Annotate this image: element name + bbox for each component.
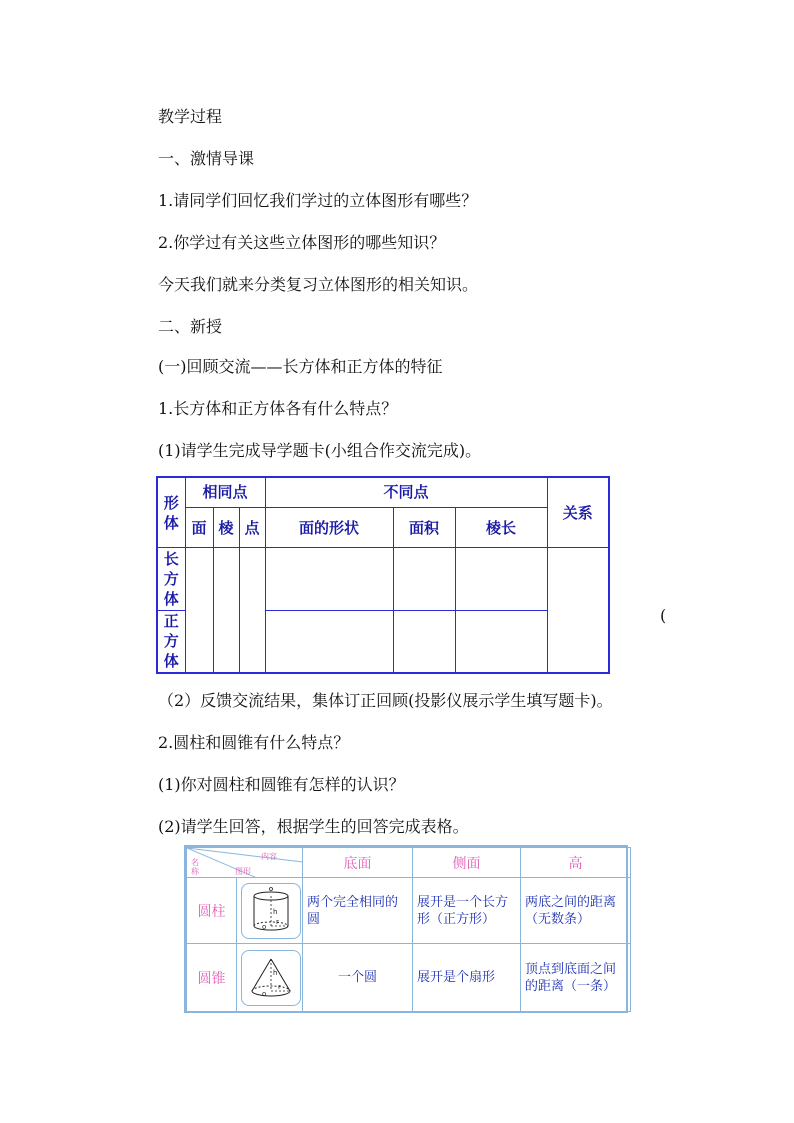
cylinder-o-label: o [262,922,267,931]
line-task1: (1)请学生完成导学题卡(小组合作交流完成)。 [158,441,482,460]
row-cone-name: 圆锥 [187,944,237,1012]
row-cube: 正方体 [157,610,185,673]
cell-vertex[interactable] [239,548,265,673]
cylinder-figure [241,883,301,939]
col-face: 面 [185,507,213,547]
header-side: 侧面 [413,848,521,878]
line-q2: 2.你学过有关这些立体图形的哪些知识？ [158,233,446,252]
corner-label-name: 名称 [191,858,199,876]
cone-base: 一个圆 [303,944,413,1012]
line-q1: 1.请同学们回忆我们学过的立体图形有哪些？ [158,191,478,210]
col-edge: 棱 [213,507,239,547]
cell-relation[interactable] [547,548,609,673]
same-header: 相同点 [185,477,265,507]
relation-header: 关系 [547,477,609,548]
col-edge-length: 棱长 [455,507,547,547]
line-intro: 今天我们就来分类复习立体图形的相关知识。 [158,275,479,294]
line-task3: (1)你对圆柱和圆锥有怎样的认识？ [158,775,405,794]
cylinder-icon [242,884,300,938]
cell-face[interactable] [185,548,213,673]
line-section-1: 一、激情导课 [158,149,255,168]
cone-figure-cell [237,944,303,1012]
corner-header [187,848,303,878]
shape-header: 形体 [157,477,185,548]
line-title: 教学过程 [158,107,223,126]
cylinder-base: 两个完全相同的圆 [303,878,413,944]
cylinder-height: 两底之间的距离（无数条） [521,878,631,944]
line-q3: 1.长方体和正方体各有什么特点？ [158,399,398,418]
cell-cuboid-face-shape[interactable] [265,548,393,611]
cell-cube-edge-length[interactable] [455,610,547,673]
line-subsection: (一)回顾交流——长方体和正方体的特征 [158,357,443,376]
feature-table-cylinder-cone [184,845,628,1013]
corner-label-figure: 图形 [235,867,251,876]
col-face-shape: 面的形状 [265,507,393,547]
cell-cube-face-shape[interactable] [265,610,393,673]
line-section-2: 二、新授 [158,317,223,336]
corner-label-content: 内容 [261,852,277,861]
row-cuboid: 长方体 [157,548,185,611]
cone-h-label: h [273,968,278,977]
cone-r-label: r [278,982,281,991]
cone-figure [241,950,301,1006]
header-height: 高 [521,848,631,878]
col-area: 面积 [393,507,455,547]
cone-icon [242,951,300,1005]
cylinder-r-label: r [276,917,279,926]
line-task2: （2）反馈交流结果，集体订正回顾(投影仪展示学生填写题卡)。 [158,691,613,710]
feature-table-cuboid-cube [156,476,610,674]
cell-cuboid-area[interactable] [393,548,455,611]
cylinder-h-label: h [273,907,278,916]
line-task4: (2)请学生回答，根据学生的回答完成表格。 [158,817,469,836]
cylinder-figure-cell [237,878,303,944]
col-vertex: 点 [239,507,265,547]
cone-height: 顶点到底面之间的距离（一条） [521,944,631,1012]
line-q4: 2.圆柱和圆锥有什么特点？ [158,733,350,752]
cylinder-side: 展开是一个长方形（正方形） [413,878,521,944]
stray-parenthesis: ( [660,606,667,625]
row-cylinder-name: 圆柱 [187,878,237,944]
header-base: 底面 [303,848,413,878]
cell-cuboid-edge-length[interactable] [455,548,547,611]
cone-side: 展开是个扇形 [413,944,521,1012]
cell-cube-area[interactable] [393,610,455,673]
cell-edge[interactable] [213,548,239,673]
diff-header: 不同点 [265,477,547,507]
cone-o-label: o [262,989,267,998]
